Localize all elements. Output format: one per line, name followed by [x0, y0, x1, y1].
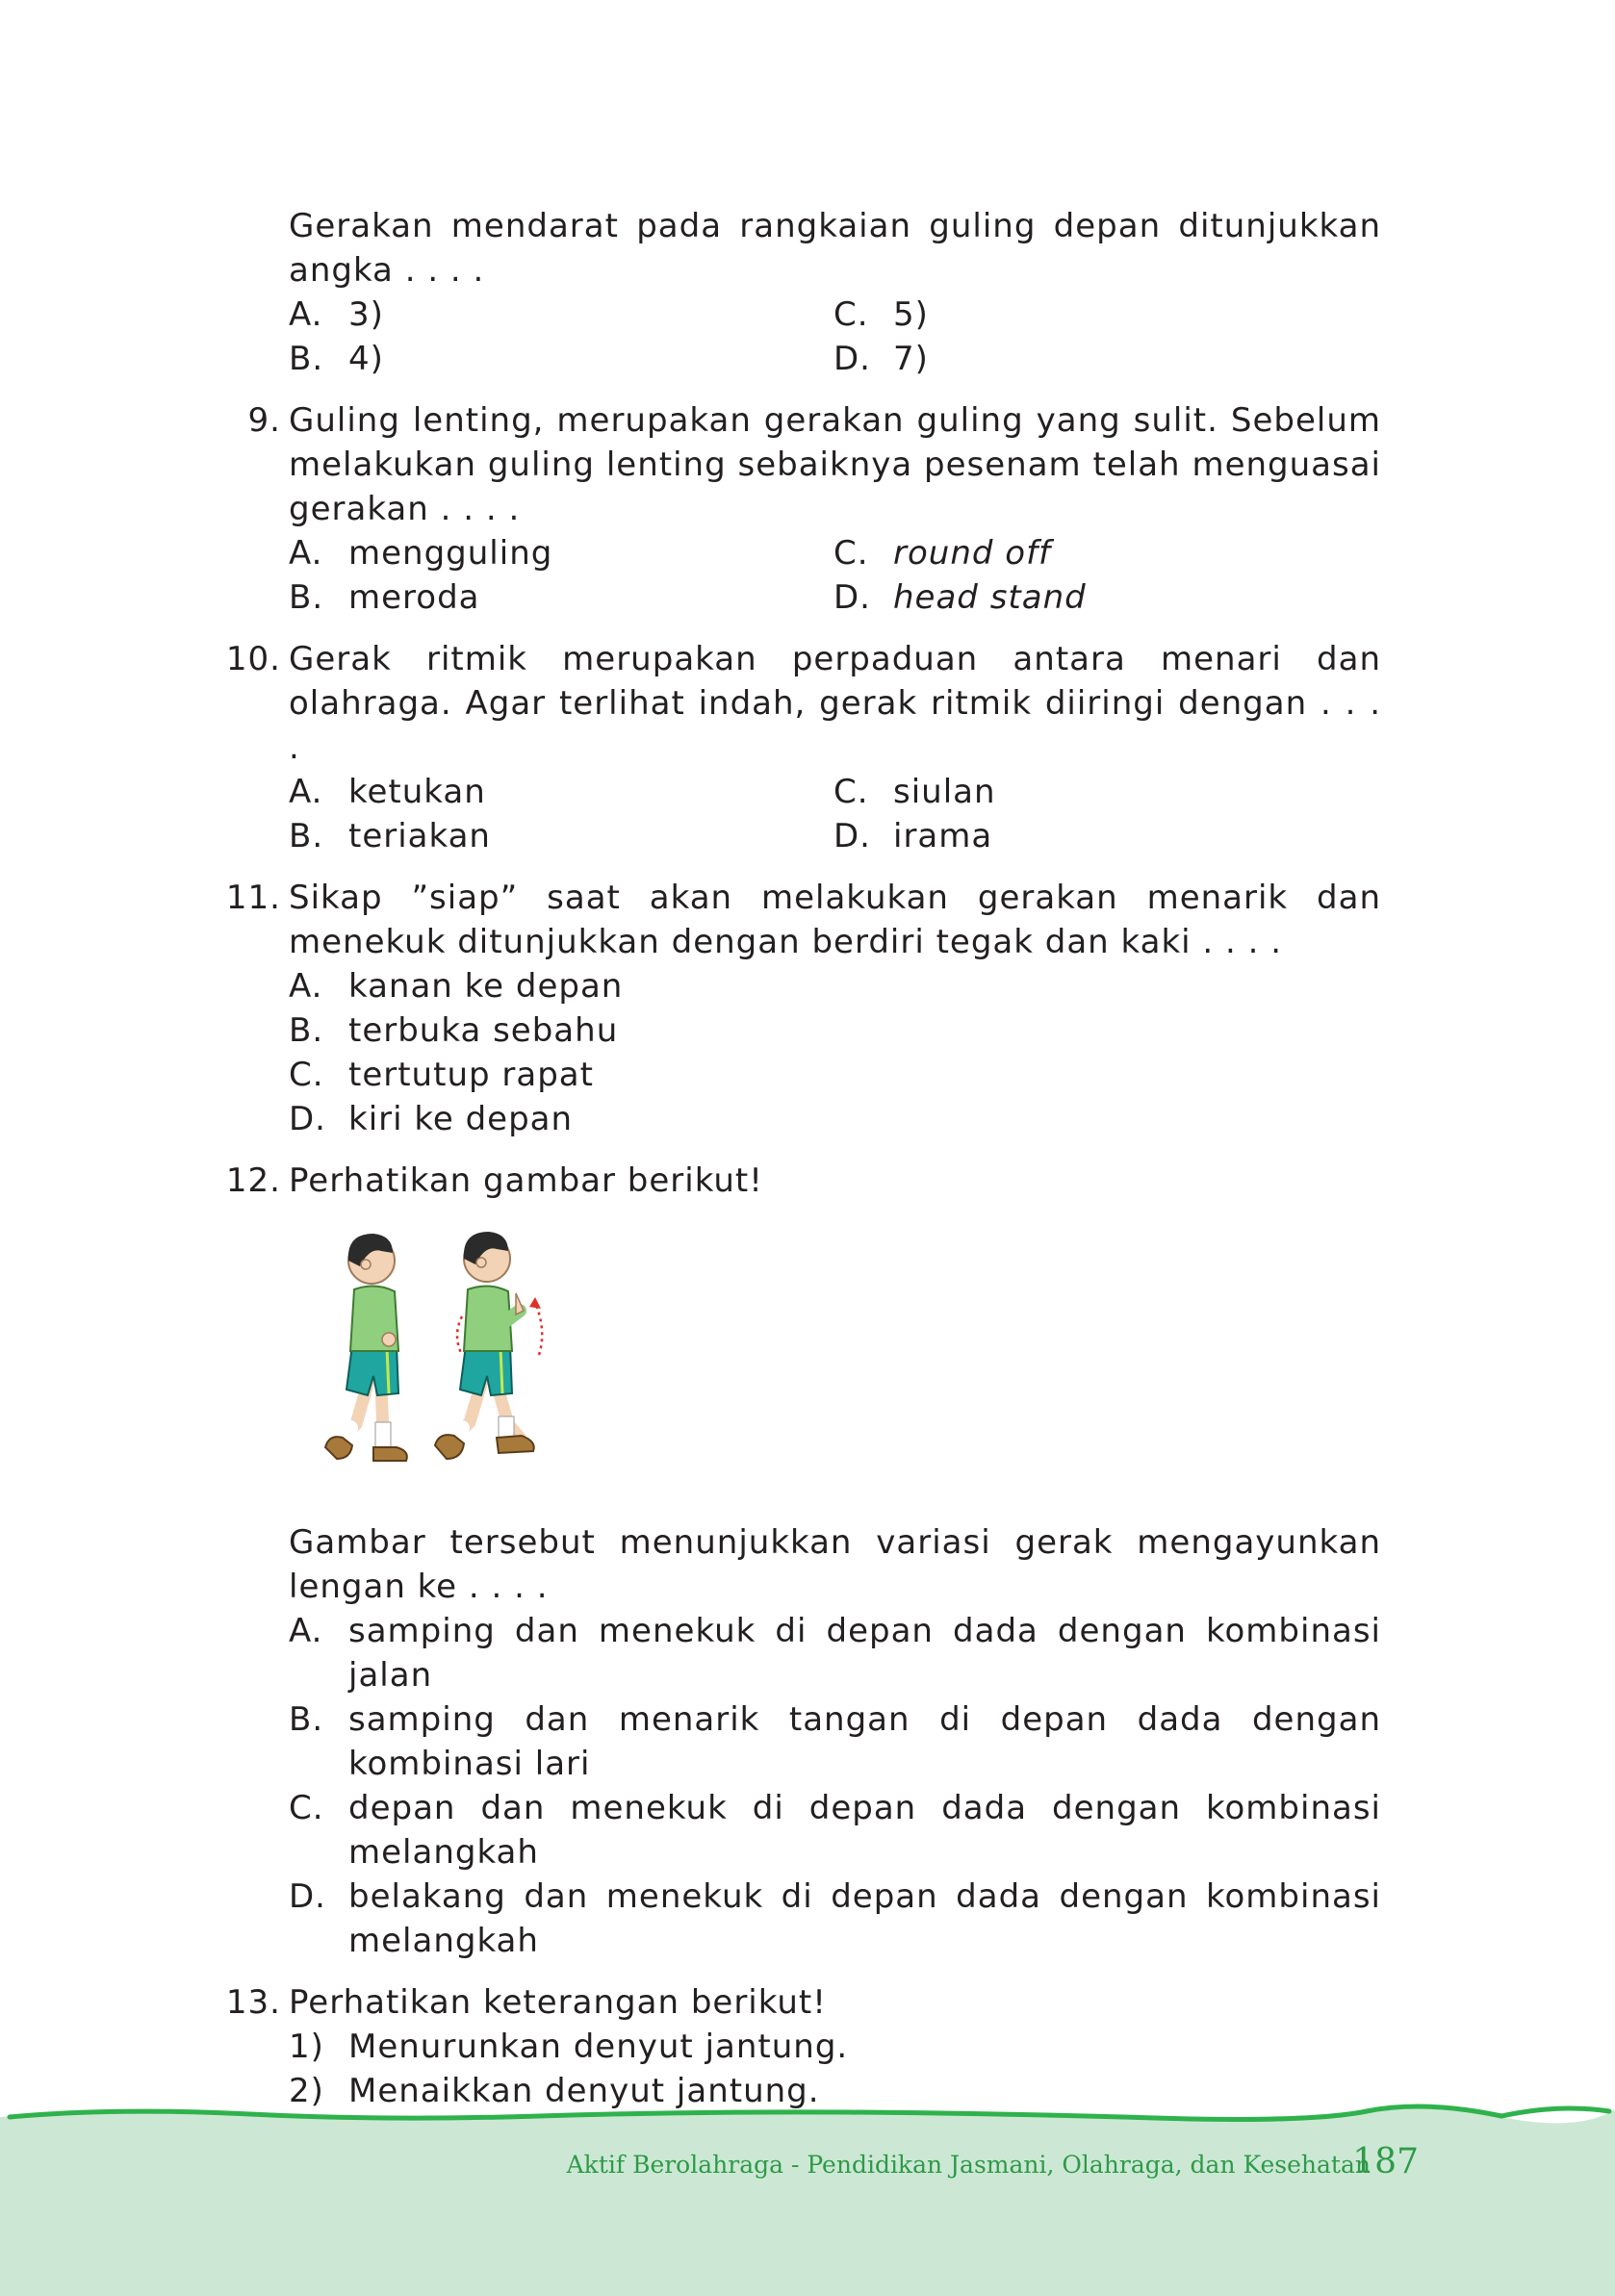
option-b[interactable]: B. 4) — [289, 340, 384, 378]
option-c[interactable]: C. depan dan menekuk di depan dada dengan kombinasi melangkah — [289, 1789, 1381, 1872]
book-title: Aktif Berolahraga - Pendidikan Jasmani, Olahraga, dan Kesehatan — [566, 2151, 1371, 2179]
statement-item: 2) Menaikkan denyut jantung. — [289, 2072, 820, 2110]
options — [289, 293, 1381, 381]
option-c[interactable]: C. 5) — [833, 295, 929, 334]
option-a[interactable]: A. samping dan menekuk di depan dada dengan kombinasi jalan — [289, 1612, 1381, 1695]
question-text: Gambar tersebut menunjukkan variasi gerak mengayunkan lengan ke . . . . — [289, 1523, 1381, 1606]
question-stem: Perhatikan gambar berikut! — [289, 1161, 763, 1200]
content — [221, 204, 1381, 2130]
boy-2-figure — [435, 1232, 542, 1459]
question-number: 10. — [225, 640, 281, 678]
boys-walking-illustration — [293, 1211, 581, 1499]
figure-arm-swing — [289, 1203, 1381, 1520]
question-10 — [221, 637, 1381, 858]
option-d[interactable]: D. irama — [833, 817, 993, 855]
options — [289, 770, 1381, 858]
option-a[interactable]: A. mengguling — [289, 534, 553, 573]
statement-item: 1) Menurunkan denyut jantung. — [289, 2028, 849, 2066]
options — [289, 531, 1381, 620]
question-stem: Gerakan mendarat pada rangkaian guling depan ditunjukkan angka . . . . — [289, 207, 1381, 290]
question-9 — [221, 398, 1381, 620]
question-8 — [221, 204, 1381, 381]
options — [289, 964, 1381, 1141]
question-stem: Perhatikan keterangan berikut! — [289, 1983, 827, 2022]
option-b[interactable]: B. meroda — [289, 578, 480, 617]
option-a[interactable]: A. 3) — [289, 295, 384, 334]
question-11 — [221, 876, 1381, 1141]
question-number: 13. — [225, 1983, 281, 2022]
option-d[interactable]: D. head stand — [833, 578, 1087, 617]
question-13 — [221, 1980, 1381, 2113]
page-number: 187 — [1352, 2142, 1419, 2181]
option-b[interactable]: B. teriakan — [289, 817, 491, 855]
option-b[interactable]: B. samping dan menarik tangan di depan dada dengan kombinasi lari — [289, 1700, 1381, 1783]
option-d[interactable]: D. belakang dan menekuk di depan dada dengan kombinasi melangkah — [289, 1877, 1381, 1960]
option-b[interactable]: B. terbuka sebahu — [289, 1011, 619, 1050]
question-stem: Gerak ritmik merupakan perpaduan antara menari dan olahraga. Agar terlihat indah, gerak ritmik diiringi dengan . . . . — [289, 640, 1381, 767]
boy-1-figure — [325, 1234, 407, 1461]
question-12 — [221, 1159, 1381, 1963]
option-a[interactable]: A. kanan ke depan — [289, 967, 624, 1006]
question-number: 12. — [225, 1161, 281, 1200]
question-number: 11. — [225, 879, 281, 917]
footer-band — [0, 2098, 1615, 2296]
question-number: 9. — [247, 401, 281, 440]
options — [289, 1609, 1381, 1963]
option-c[interactable]: C. round off — [833, 534, 1052, 573]
question-stem: Sikap ”siap” saat akan melakukan gerakan menarik dan menekuk ditunjukkan dengan berdiri tegak dan kaki . . . . — [289, 879, 1381, 961]
option-a[interactable]: A. ketukan — [289, 773, 486, 811]
page-footer — [0, 2098, 1615, 2296]
option-d[interactable]: D. kiri ke depan — [289, 1100, 574, 1138]
option-d[interactable]: D. 7) — [833, 340, 929, 378]
option-c[interactable]: C. siulan — [833, 773, 996, 811]
question-stem: Guling lenting, merupakan gerakan guling yang sulit. Sebelum melakukan guling lenting sebaiknya pesenam telah menguasai gerakan . . . . — [289, 401, 1381, 528]
option-c[interactable]: C. tertutup rapat — [289, 1056, 594, 1094]
